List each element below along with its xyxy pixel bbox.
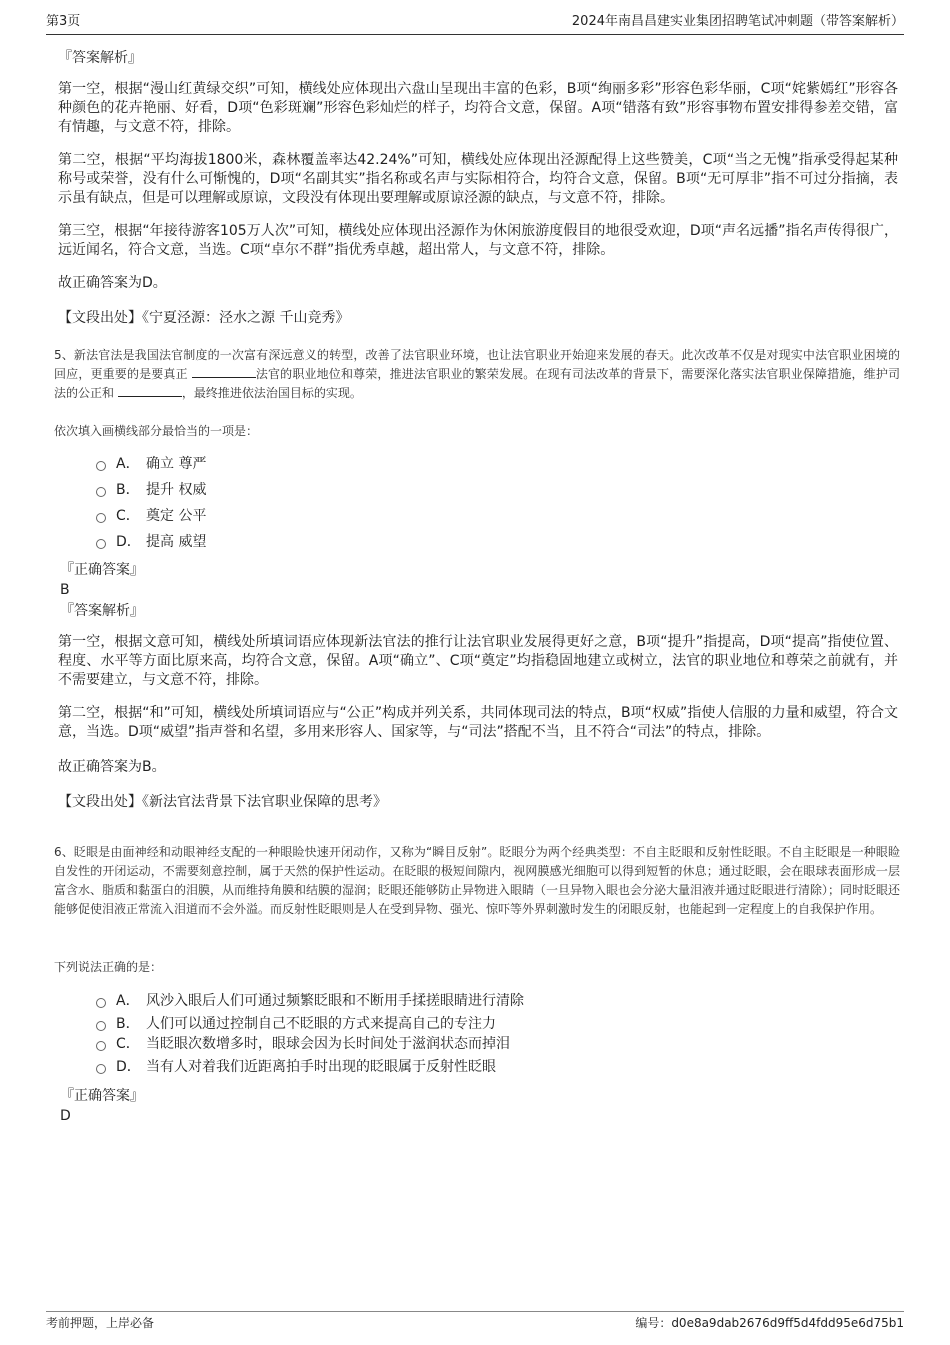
analysis-paragraph: 第三空，根据“年接待游客105万人次”可知，横线处应体现出泾源作为休闲旅游度假目的地很受欢迎，D项“声名远播”指名声传得很广，远近闻名，符合文意，当选。C项“卓尔不群”指优秀卓越，超出常人，与文意不符，排除。	[58, 223, 898, 258]
option-a[interactable]: A． 风沙入眼后人们可通过频繁眨眼和不断用手揉搓眼睛进行清除	[96, 988, 524, 1014]
answer-tag: 『正确答案』	[60, 1088, 144, 1104]
question-5-answer	[60, 560, 900, 621]
analysis-paragraph: 第一空，根据文意可知，横线处所填词语应体现新法官法的推行让法官职业发展得更好之意，B项“提升”指提高，D项“提高”指使位置、程度、水平等方面比原来高，均符合文意，保留。A项“确立”、C项“奠定”均指稳固地建立或树立，法官的职业地位和尊荣之前就有，并不需要建立，与文意不符，排除。	[58, 634, 898, 688]
option-d[interactable]: D． 当有人对着我们近距离拍手时出现的眨眼属于反射性眨眼	[96, 1054, 524, 1080]
radio-icon[interactable]	[96, 487, 106, 497]
radio-icon[interactable]	[96, 1041, 106, 1051]
question-5-prompt: 依次填入画横线部分最恰当的一项是：	[54, 424, 259, 438]
radio-icon[interactable]	[96, 1021, 106, 1031]
question-6-stem: 6、眨眼是由面神经和动眼神经支配的一种眼睑快速开闭动作，又称为“瞬目反射”。眨眼分为两个经典类型：不自主眨眼和反射性眨眼。不自主眨眼是一种眼睑自发性的开闭运动，不需要刻意控制，属于天然的保护性运动。在眨眼的极短间隙内，视网膜感光细胞可以得到短暂的休息；通过眨眼，会在眼球表面形成一层富含水、脂质和黏蛋白的泪膜，从而维持角膜和结膜的湿润；眨眼还能够防止异物进入眼睛（一旦异物入眼也会分泌大量泪液并通过眨眼进行清除）；同时眨眼还能够促使泪液正常流入泪道而不会外溢。而反射性眨眼则是人在受到异物、强光、惊吓等外界刺激时发生的闭眼反射，也能起到一定程度上的自我保护作用。	[54, 845, 901, 916]
footer-slogan: 考前押题，上岸必备	[46, 1316, 155, 1330]
option-a[interactable]: A． 确立 尊严	[96, 451, 206, 477]
question-6-options	[96, 988, 524, 1080]
analysis-paragraph: 第二空，根据“和”可知，横线处所填词语应与“公正”构成并列关系，共同体现司法的特点，B项“权威”指使人信服的力量和威望，符合文意，当选。D项“威望”指声誉和名望，多用来形容人、国家等，与“司法”搭配不当，且不符合“司法”的特点，排除。	[58, 705, 898, 740]
page-footer	[46, 1311, 904, 1334]
radio-icon[interactable]	[96, 1064, 106, 1074]
answer-conclusion: 故正确答案为D。	[58, 275, 167, 291]
answer-tag: 『正确答案』	[60, 562, 144, 578]
answer-value: B	[60, 582, 70, 598]
document-id: 编号：d0e8a9dab2676d9ff5d4fdd95e6d75b1	[635, 1316, 904, 1330]
document-title: 2024年南昌昌建实业集团招聘笔试冲刺题（带答案解析）	[571, 14, 904, 29]
analysis-paragraph: 第一空，根据“漫山红黄绿交织”可知，横线处应体现出六盘山呈现出丰富的色彩，B项“绚丽多彩”形容色彩华丽，C项“姹紫嫣红”形容各种颜色的花卉艳丽、好看，D项“色彩斑斓”形容色彩灿烂的样子，均符合文意，保留。A项“错落有致”形容事物布置安排得参差交错，富有情趣，与文意不符，排除。	[58, 81, 898, 135]
fill-blank-2	[118, 384, 182, 397]
option-d[interactable]: D． 提高 威望	[96, 529, 206, 555]
radio-icon[interactable]	[96, 539, 106, 549]
page-number: 第3页	[46, 14, 81, 29]
radio-icon[interactable]	[96, 513, 106, 523]
option-b[interactable]: B． 人们可以通过控制自己不眨眼的方式来提高自己的专注力	[96, 1014, 524, 1034]
analysis-tag: 『答案解析』	[58, 50, 142, 66]
question-6-answer	[60, 1086, 900, 1126]
question-5-options	[96, 451, 206, 555]
analysis-paragraph: 第二空，根据“平均海拔1800米，森林覆盖率达42.24%”可知，横线处应体现出泾源配得上这些赞美，C项“当之无愧”指承受得起某种称号或荣誉，没有什么可惭愧的，D项“名副其实”指名称或名声与实际相符合，均符合文意，保留。B项“无可厚非”指不可过分指摘，表示虽有缺点，但是可以理解或原谅，文段没有体现出要理解或原谅泾源的缺点，与文意不符，排除。	[58, 152, 898, 206]
option-c[interactable]: C． 当眨眼次数增多时，眼球会因为长时间处于滋润状态而掉泪	[96, 1034, 524, 1054]
answer-conclusion: 故正确答案为B。	[58, 759, 166, 775]
question-5-stem: 5、新法官法是我国法官制度的一次富有深远意义的转型，改善了法官职业环境，也让法官职业开始迎来发展的春天。此次改革不仅是对现实中法官职业困境的回应，更重要的是要真正 法官的职业地位和尊荣，推进法官职业的繁荣发展。在现有司法改革的背景下，需要深化落实法官职业保障措施，维护司法的公正和 ，最终推进依法治国目标的实现。	[54, 348, 900, 400]
question-5-analysis	[58, 619, 898, 812]
radio-icon[interactable]	[96, 998, 106, 1008]
question-6-prompt: 下列说法正确的是：	[54, 960, 163, 974]
prev-analysis-section	[58, 48, 898, 328]
source-citation: 【文段出处】《宁夏泾源：泾水之源 千山竞秀》	[58, 310, 350, 326]
page-header	[46, 12, 904, 35]
analysis-tag: 『答案解析』	[60, 603, 144, 619]
answer-value: D	[60, 1108, 71, 1124]
option-c[interactable]: C． 奠定 公平	[96, 503, 206, 529]
option-b[interactable]: B． 提升 权威	[96, 477, 206, 503]
radio-icon[interactable]	[96, 461, 106, 471]
fill-blank-1	[192, 365, 256, 378]
source-citation: 【文段出处】《新法官法背景下法官职业保障的思考》	[58, 794, 387, 810]
